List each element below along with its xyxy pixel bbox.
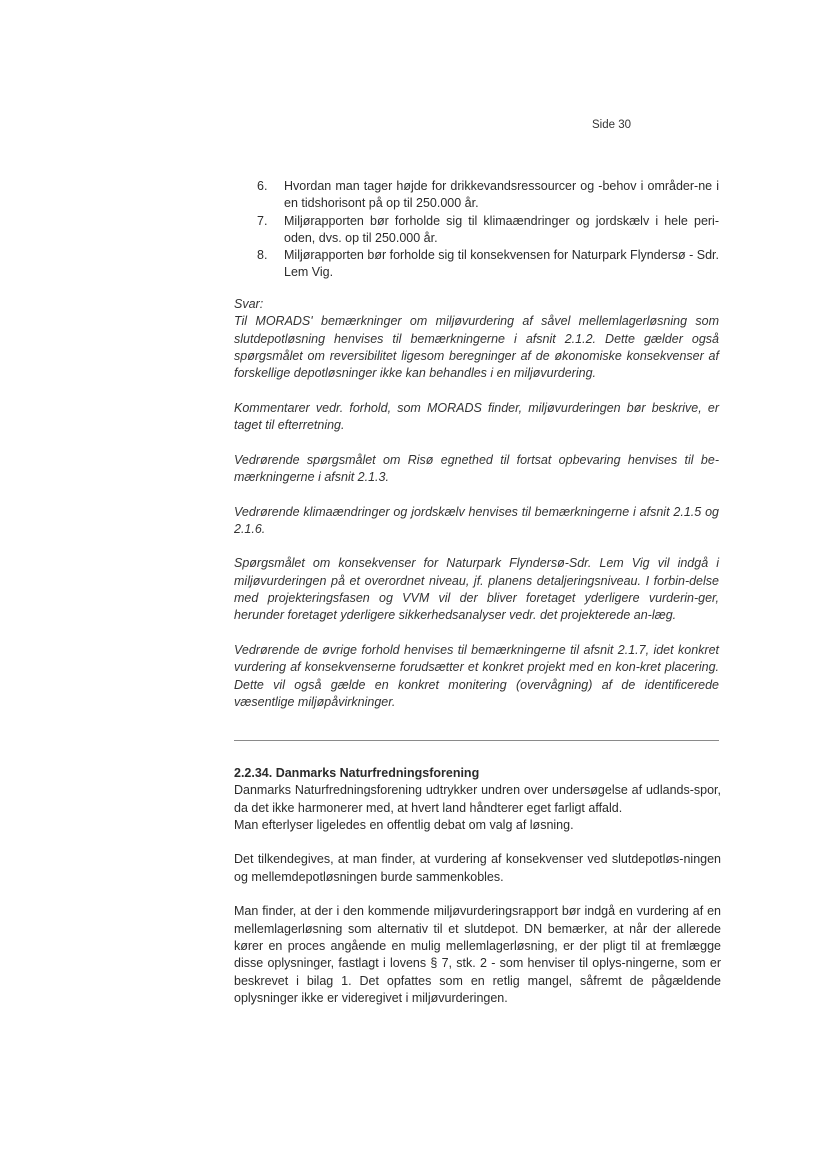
answer-paragraph: Vedrørende de øvrige forhold henvises til bemærkningerne til afsnit 2.1.7, idet konkret vurdering af konsekvenserne forudsætter et konkret projekt med en kon-kret placering. Dette vil også gælde en konkret monitering (overvågning) af de identificerede væsentlige miljøpåvirkninger. — [234, 642, 719, 709]
list-item-number: 7. — [257, 213, 268, 228]
section-paragraph: Det tilkendegives, at man finder, at vurdering af konsekvenser ved slutdepotløs-ningen og mellemdepotløsningen burde sammenkobles. — [234, 852, 721, 884]
numbered-list — [257, 178, 719, 282]
answer-paragraph: Spørgsmålet om konsekvenser for Naturpark Flyndersø-Sdr. Lem Vig vil indgå i miljøvurderingen på et overordnet niveau, jf. planens detaljeringsniveau. I forbin-delse med projekteringsfasen og VVM vil der bliver foretaget yderligere vurderin-ger, herunder foretaget yderligere sikkerhedsanalyser vedr. det projekterede an-læg. — [234, 556, 719, 623]
section-danmarks-naturfredningsforening — [234, 765, 721, 1024]
list-item-text: Miljørapporten bør forholde sig til konsekvensen for Naturpark Flyndersø - Sdr. Lem Vig. — [284, 248, 719, 280]
list-item — [257, 213, 719, 248]
answer-label: Svar: — [234, 297, 264, 311]
list-item — [257, 247, 719, 282]
section-paragraph: Man finder, at der i den kommende miljøvurderingsrapport bør indgå en vurdering af en mellemlagerløsning som alternativ til et slutdepot. DN bemærker, at når der allerede kører en proces angående en mulig mellemlagerløsning, er der pligt til at fremlægge disse oplysninger, fastlagt i lovens § 7, stk. 2 - som henviser til oplys-ningerne, som er beskrevet i bilag 1. Det opfattes som en retlig mangel, såfremt de pågældende oplysninger ikke er videregivet i miljøvurderingen. — [234, 904, 721, 1005]
answer-paragraph: Til MORADS' bemærkninger om miljøvurdering af såvel mellemlagerløsning som slutdepotløsning henvises til bemærkningerne i afsnit 2.1.2. Dette gælder også spørgsmålet om reversibilitet ligesom beregninger af de økonomiske konsekvenser af forskellige depotløsninger ikke kan behandles i en miljøvurdering. — [234, 314, 719, 381]
list-item-number: 6. — [257, 179, 268, 193]
answer-block — [234, 296, 719, 728]
section-divider — [234, 740, 719, 741]
list-item-text: Hvordan man tager højde for drikkevandsressourcer og -behov i områder-ne i en tidshorisont på op til 250.000 år. — [284, 179, 719, 211]
section-paragraph: Danmarks Naturfredningsforening udtrykker undren over undersøgelse af udlands-spor, da det ikke harmonerer med, at hvert land håndterer eget farligt affald. — [234, 783, 721, 815]
section-heading: 2.2.34. Danmarks Naturfredningsforening — [234, 766, 480, 780]
list-item — [257, 178, 719, 213]
page-number: Side 30 — [592, 119, 632, 131]
answer-paragraph: Kommentarer vedr. forhold, som MORADS finder, miljøvurderingen bør beskrive, er taget til efterretning. — [234, 400, 719, 433]
section-paragraph: Man efterlyser ligeledes en offentlig debat om valg af løsning. — [234, 817, 574, 832]
list-item-text: Miljørapporten bør forholde sig til klimaændringer og jordskælv i hele peri-oden, dvs. op til 250.000 år. — [284, 213, 719, 245]
list-item-number: 8. — [257, 248, 268, 263]
answer-paragraph: Vedrørende klimaændringer og jordskælv henvises til bemærkningerne i afsnit 2.1.5 og 2.1.6. — [234, 504, 719, 536]
answer-paragraph: Vedrørende spørgsmålet om Risø egnethed til fortsat opbevaring henvises til be-mærkningerne i afsnit 2.1.3. — [234, 452, 719, 484]
